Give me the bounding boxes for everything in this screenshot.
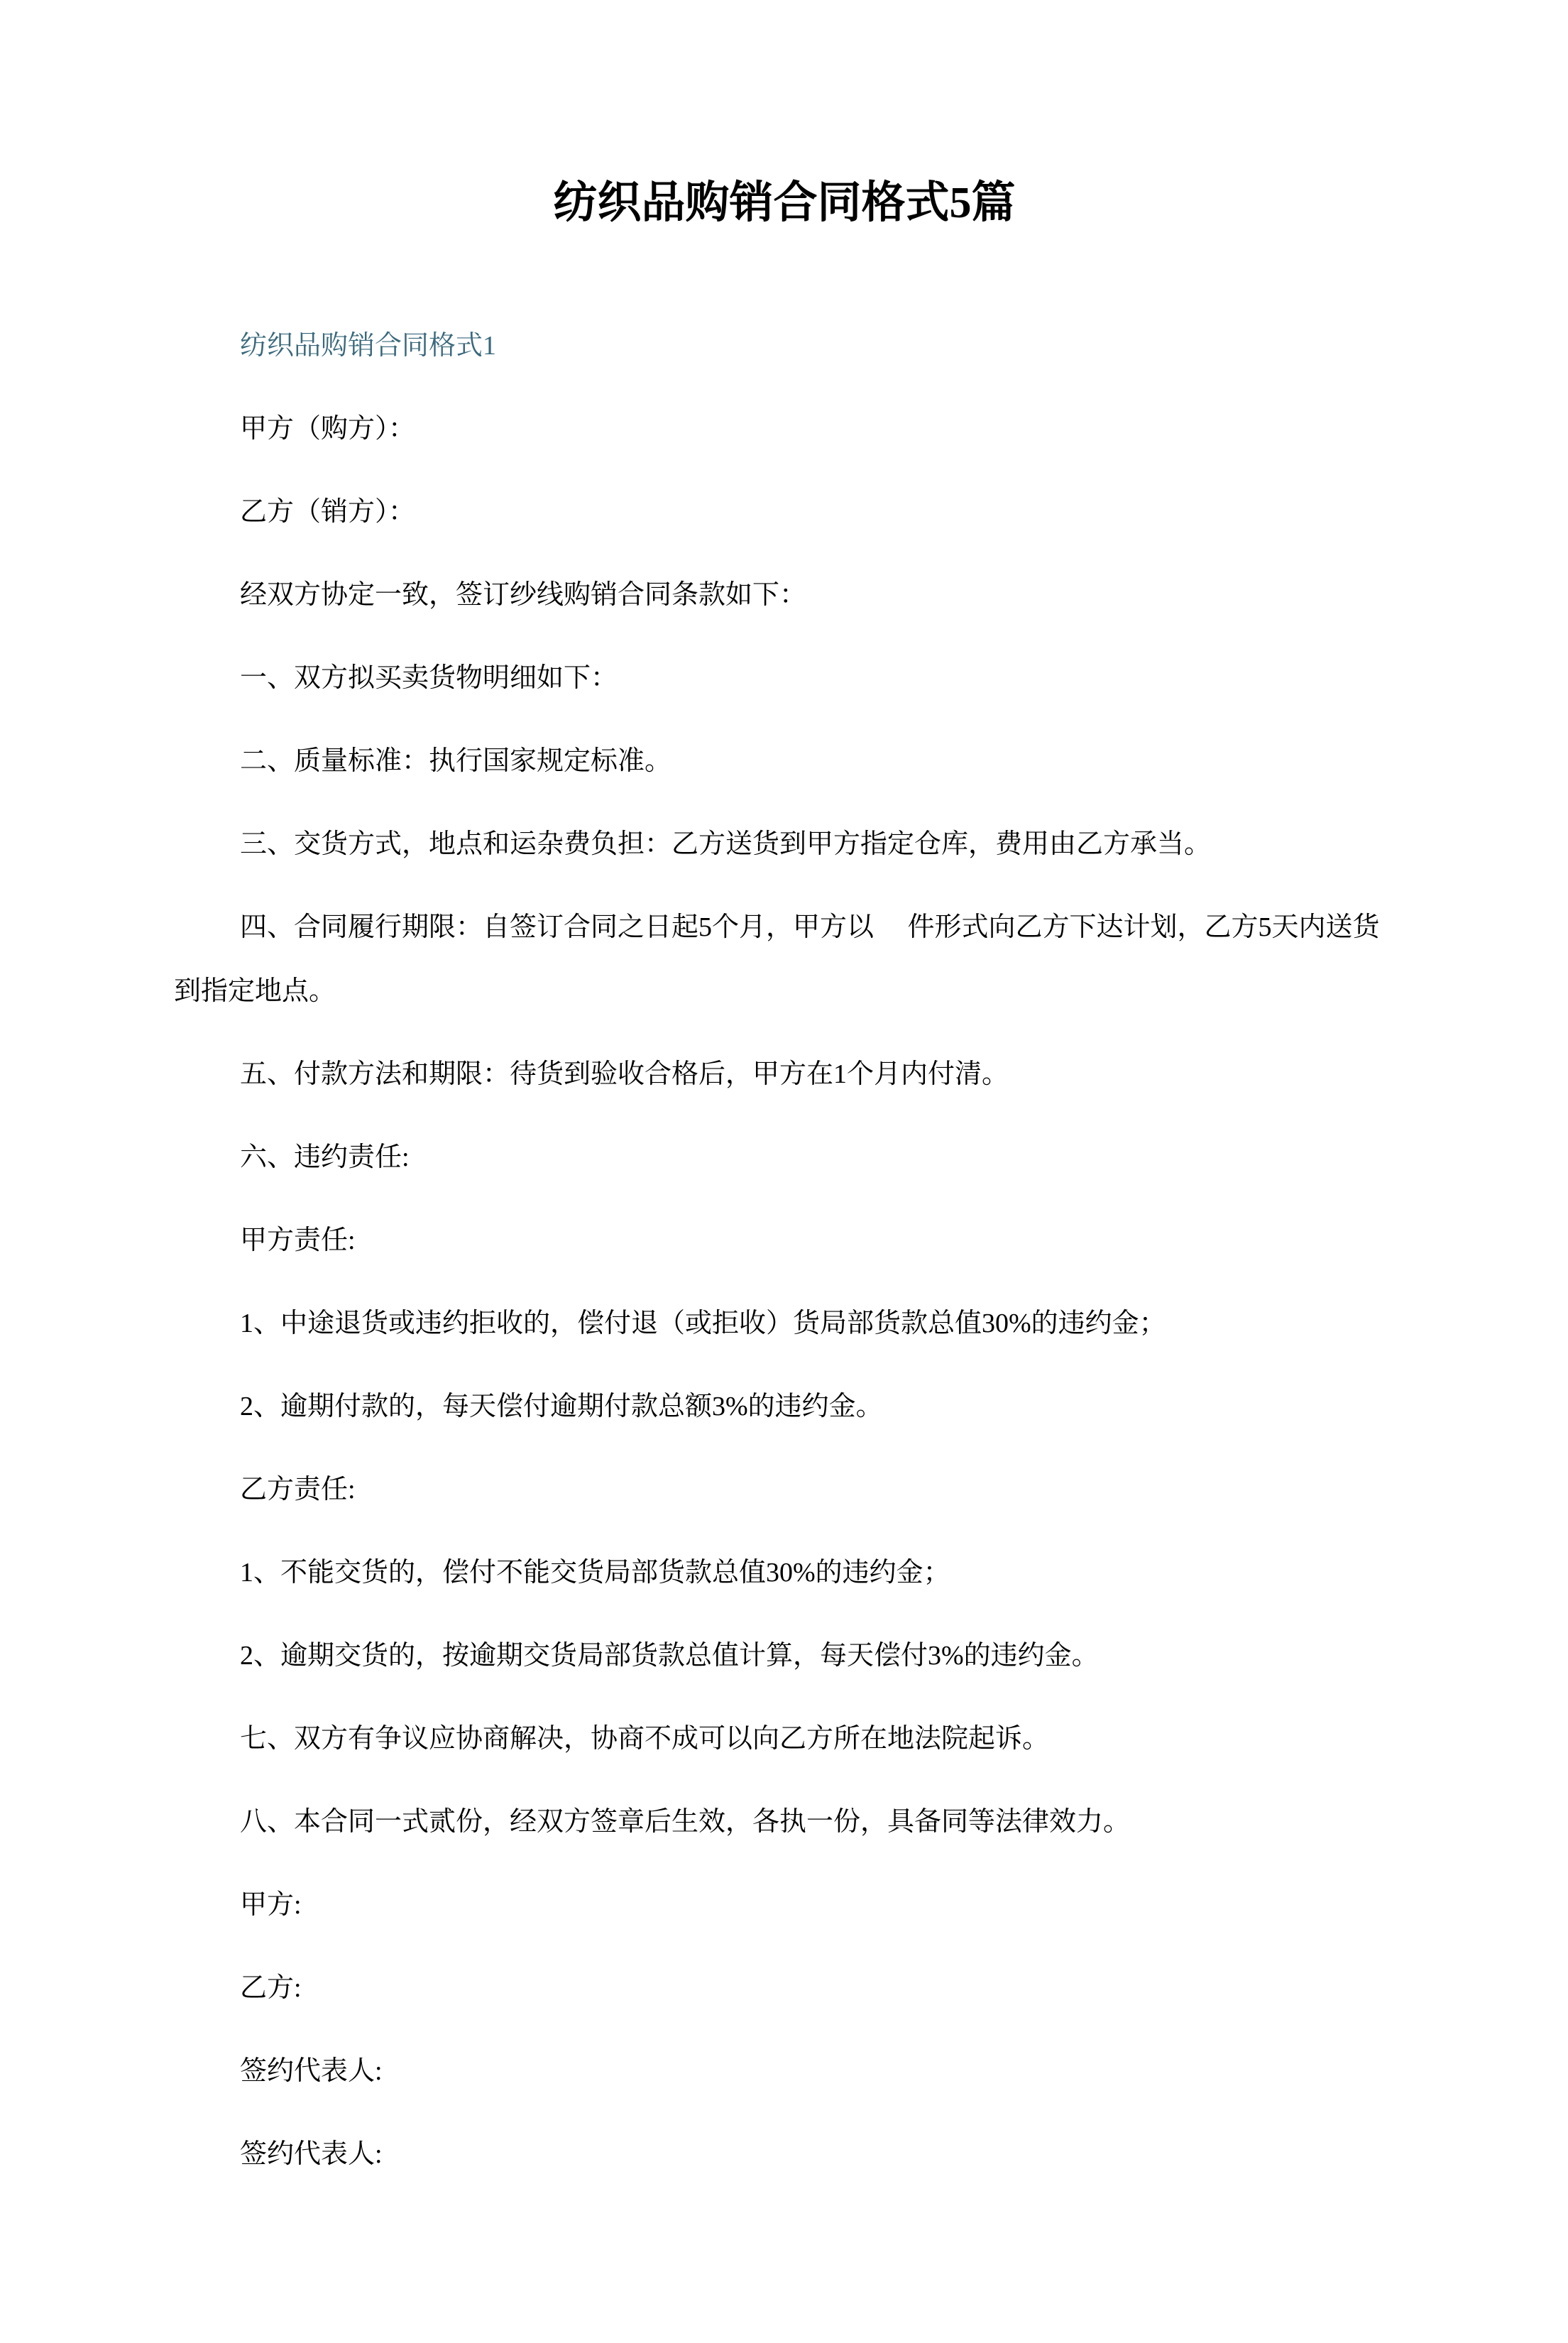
paragraph-line: 2、逾期交货的，按逾期交货局部货款总值计算，每天偿付3%的违约金。 (240, 1641, 1099, 1671)
paragraph-line: 签约代表人: (240, 2056, 383, 2086)
section-heading: 纺织品购销合同格式1 (240, 331, 497, 361)
paragraph-line: 五、付款方法和期限：待货到验收合格后，甲方在1个月内付清。 (240, 1059, 1009, 1089)
paragraph-line: 1、不能交货的，偿付不能交货局部货款总值30%的违约金； (240, 1558, 950, 1588)
paragraph-line: 七、双方有争议应协商解决，协商不成可以向乙方所在地法院起诉。 (240, 1724, 1050, 1754)
paragraph-line: 六、违约责任: (240, 1142, 410, 1172)
paragraph-line: 甲方责任: (240, 1225, 356, 1255)
paragraph-line: 到指定地点。 (174, 976, 336, 1006)
paragraph-line: 一、双方拟买卖货物明细如下： (240, 663, 618, 693)
paragraph-line: 乙方: (240, 1973, 302, 2003)
paragraph-line: 四、合同履行期限：自签订合同之日起5个月，甲方以 件形式向乙方下达计划，乙方5天内送货 (240, 912, 1380, 942)
paragraph-line: 1、中途退货或违约拒收的，偿付退（或拒收）货局部货款总值30%的违约金； (240, 1309, 1166, 1338)
paragraph-line: 2、逾期付款的，每天偿付逾期付款总额3%的违约金。 (240, 1392, 883, 1421)
paragraph-line: 八、本合同一式贰份，经双方签章后生效，各执一份，具备同等法律效力。 (240, 1807, 1131, 1837)
paragraph-line: 二、质量标准：执行国家规定标准。 (240, 746, 672, 776)
paragraph-line: 甲方: (240, 1890, 302, 1920)
paragraph-line: 三、交货方式，地点和运杂费负担：乙方送货到甲方指定仓库，费用由乙方承当。 (240, 829, 1212, 859)
paragraph-line: 签约代表人: (240, 2139, 383, 2169)
paragraph-line: 乙方责任: (240, 1475, 356, 1504)
document-title: 纺织品购销合同格式5篇 (553, 179, 1016, 227)
document-body (174, 397, 1395, 2186)
paragraph-line: 经双方协定一致，签订纱线购销合同条款如下： (240, 580, 807, 610)
paragraph-line: 甲方（购方）： (240, 414, 416, 444)
paragraph-line: 乙方（销方）： (240, 497, 416, 527)
